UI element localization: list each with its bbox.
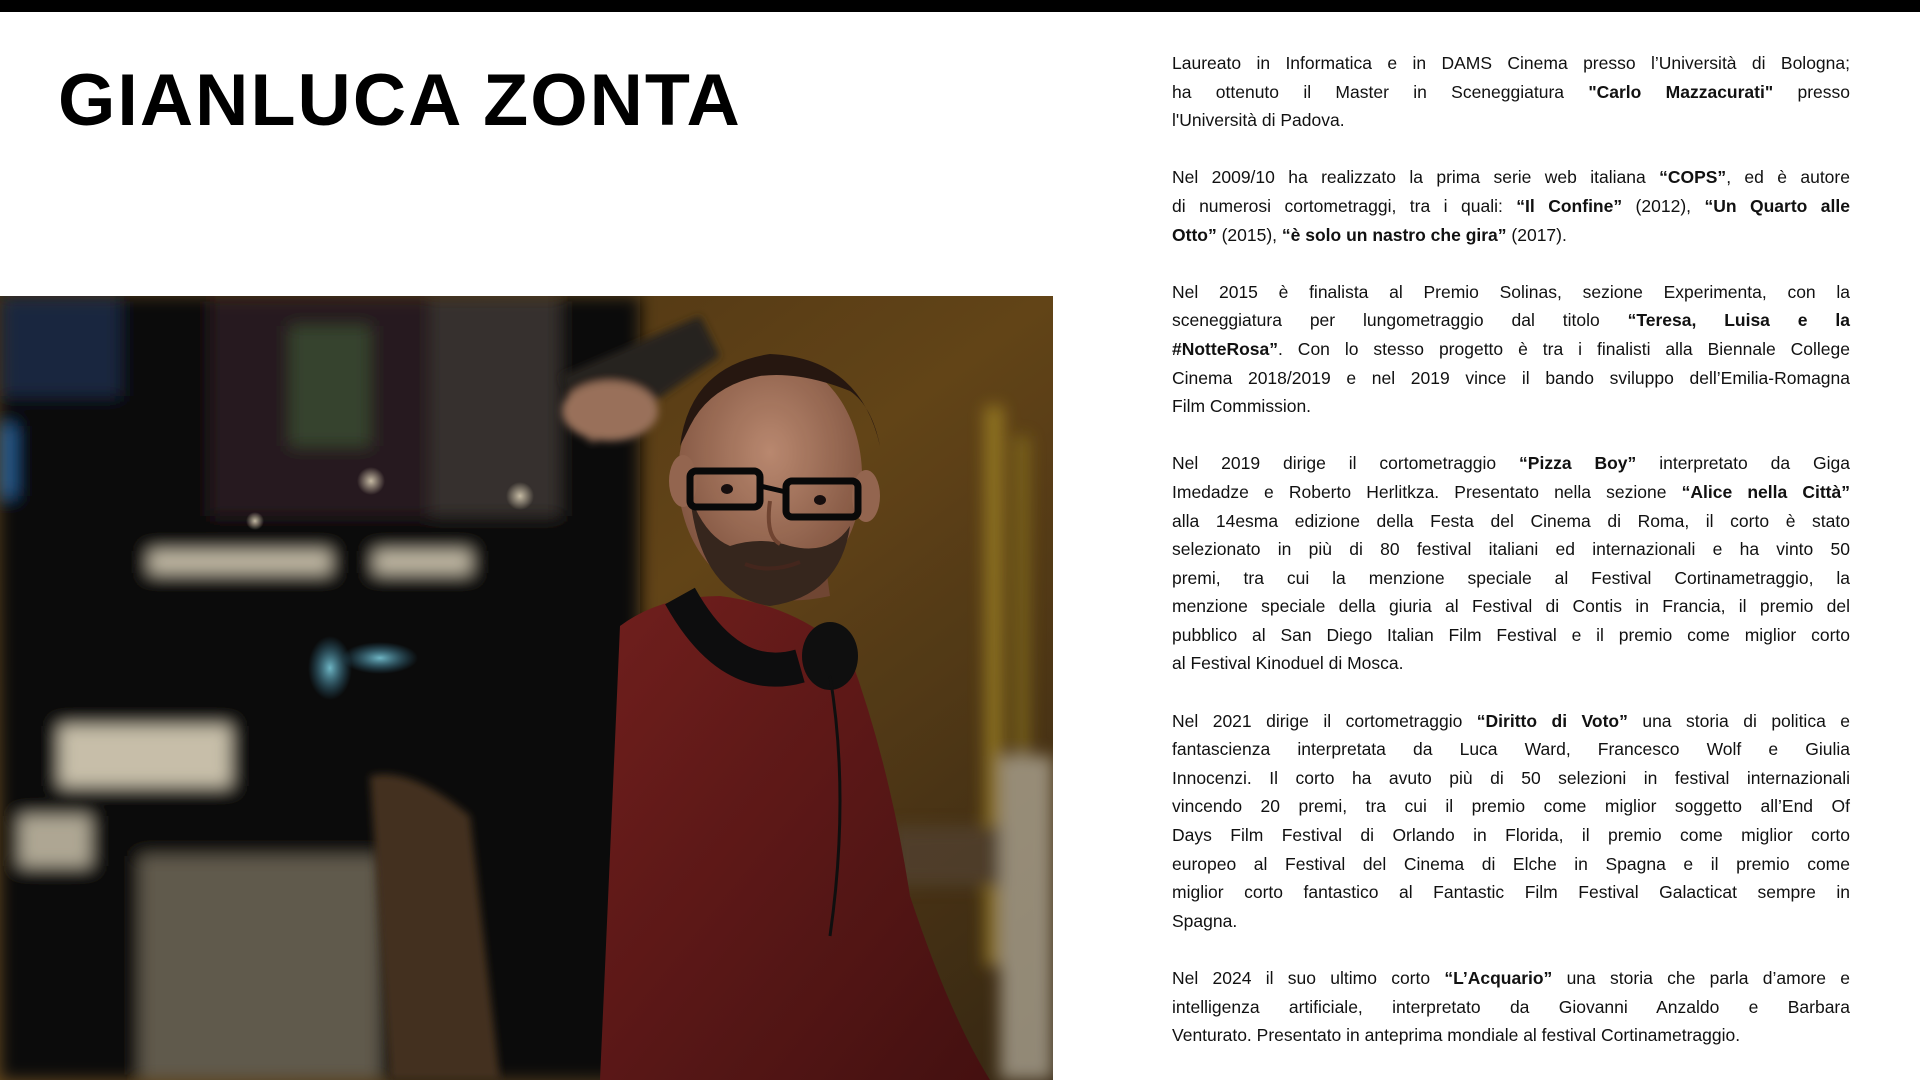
bio-paragraph (1172, 707, 1850, 936)
bio-line (1172, 507, 1850, 536)
bio-title-emphasis: “Alice nella Città” (1681, 481, 1850, 502)
bio-text: Nel 2024 il suo ultimo corto (1172, 968, 1445, 988)
bio-text: l'Università di Padova. (1172, 110, 1345, 131)
bio-text: europeo al Festival del Cinema di Elche in Spagna e il premio come (1172, 853, 1850, 874)
bio-text: Spagna. (1172, 910, 1238, 931)
bio-title-emphasis: “Il Confine” (1516, 195, 1623, 216)
bio-text: pubblico al San Diego Italian Film Festival e il premio come miglior corto (1172, 624, 1850, 645)
bio-line (1172, 850, 1850, 879)
bio-title-emphasis: “Un Quarto alle (1704, 195, 1850, 216)
bio-title-emphasis: “L’Acquario” (1444, 968, 1553, 988)
bio-title-emphasis: “Teresa, Luisa e la (1627, 310, 1850, 331)
bio-line (1172, 649, 1850, 678)
bio-line (1172, 993, 1850, 1022)
bio-line (1172, 621, 1850, 650)
bio-line (1172, 964, 1850, 993)
bio-title-emphasis: “è solo un nastro che gira” (1281, 224, 1507, 245)
bio-text: Imedadze e Roberto Herlitkza. Presentato nella sezione (1172, 481, 1682, 502)
bio-paragraph (1172, 964, 1850, 1050)
bio-line (1172, 764, 1850, 793)
bio-line (1172, 907, 1850, 936)
bio-text: Cinema 2018/2019 e nel 2019 vince il bando sviluppo dell’Emilia-Romagna (1172, 367, 1850, 388)
bio-text: Film Commission. (1172, 396, 1312, 417)
page-title: GIANLUCA ZONTA (58, 60, 742, 141)
bio-text: Nel 2021 dirige il cortometraggio (1172, 710, 1477, 731)
bio-line (1172, 792, 1850, 821)
photo-illustration (0, 296, 1053, 1080)
bio-line (1172, 392, 1850, 421)
bio-text: di numerosi cortometraggi, tra i quali: (1172, 195, 1517, 216)
bio-line (1172, 878, 1850, 907)
bio-text: Days Film Festival di Orlando in Florida, il premio come miglior corto (1172, 825, 1850, 846)
bio-line (1172, 278, 1850, 307)
bio-line (1172, 106, 1850, 135)
bio-paragraph (1172, 163, 1850, 249)
bio-line (1172, 564, 1850, 593)
bio-line (1172, 535, 1850, 564)
bio-line (1172, 592, 1850, 621)
bio-text: Nel 2015 è finalista al Premio Solinas, sezione Experimenta, con la (1172, 281, 1850, 302)
bio-line (1172, 735, 1850, 764)
bio-text: presso (1773, 81, 1850, 102)
bio-paragraph (1172, 449, 1850, 678)
bio-text: intelligenza artificiale, interpretato da Giovanni Anzaldo e Barbara (1172, 996, 1850, 1017)
bio-text: una storia di politica e (1627, 710, 1850, 731)
bio-title-emphasis: #NotteRosa” (1172, 338, 1278, 359)
bio-title-emphasis: “COPS” (1659, 167, 1727, 188)
bio-text: (2012), (1622, 195, 1705, 216)
bio-line (1172, 478, 1850, 507)
bio-text: selezionato in più di 80 festival italiani ed internazionali e ha vinto 50 (1172, 539, 1850, 560)
bio-text: Venturato. Presentato in anteprima mondiale al festival Cortinametraggio. (1172, 1025, 1741, 1046)
bio-text: alla 14esma edizione della Festa del Cinema di Roma, il corto è stato (1172, 510, 1850, 531)
bio-line (1172, 78, 1850, 107)
bio-text: Laureato in Informatica e in DAMS Cinema presso l’Università di Bologna; (1172, 53, 1850, 73)
bio-text: premi, tra cui la menzione speciale al Festival Cortinametraggio, la (1172, 567, 1850, 588)
bio-title-emphasis: “Diritto di Voto” (1476, 710, 1628, 731)
bio-line (1172, 49, 1850, 78)
bio-line (1172, 821, 1850, 850)
bio-line (1172, 221, 1850, 250)
bio-line (1172, 707, 1850, 736)
bio-text: al Festival Kinoduel di Mosca. (1172, 653, 1404, 674)
bio-line (1172, 335, 1850, 364)
bio-line (1172, 192, 1850, 221)
bio-text: sceneggiatura per lungometraggio dal titolo (1172, 310, 1628, 331)
bio-line (1172, 306, 1850, 335)
bio-text: Innocenzi. Il corto ha avuto più di 50 selezioni in festival internazionali (1172, 767, 1850, 788)
bio-text: fantascienza interpretata da Luca Ward, Francesco Wolf e Giulia (1172, 739, 1850, 760)
bio-title-emphasis: Otto” (1172, 224, 1217, 245)
bio-text: (2015), (1216, 224, 1282, 245)
bio-text: vincendo 20 premi, tra cui il premio come miglior soggetto all’End Of (1172, 796, 1850, 817)
bio-text: , ed è autore (1726, 167, 1850, 188)
bio-paragraph (1172, 278, 1850, 421)
bio-text: miglior corto fantastico al Fantastic Film Festival Galacticat sempre in (1172, 882, 1850, 903)
bio-text: (2017). (1506, 224, 1567, 245)
bio-text: interpretato da Giga (1636, 453, 1850, 474)
bio-text: menzione speciale della giuria al Festival di Contis in Francia, il premio del (1172, 596, 1850, 617)
top-bar (0, 0, 1920, 12)
bio-title-emphasis: “Pizza Boy” (1519, 453, 1637, 474)
bio-line (1172, 1021, 1850, 1050)
bio-text: una storia che parla d’amore e (1552, 968, 1850, 988)
bio-text: ha ottenuto il Master in Sceneggiatura (1172, 81, 1589, 102)
bio-text: Nel 2019 dirige il cortometraggio (1172, 453, 1520, 474)
bio-line (1172, 163, 1850, 192)
bio-line (1172, 364, 1850, 393)
director-photo (0, 296, 1053, 1080)
bio-line (1172, 449, 1850, 478)
bio-text: . Con lo stesso progetto è tra i finalisti alla Biennale College (1278, 338, 1850, 359)
biography (1172, 49, 1850, 1078)
bio-text: Nel 2009/10 ha realizzato la prima serie web italiana (1172, 167, 1660, 188)
bio-title-emphasis: "Carlo Mazzacurati" (1588, 81, 1774, 102)
bio-paragraph (1172, 49, 1850, 135)
